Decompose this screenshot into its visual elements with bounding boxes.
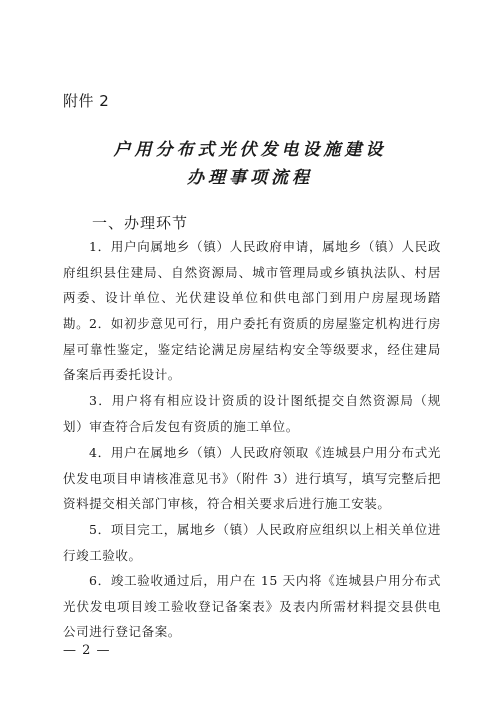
paragraph-2: 2．如初步意见可行，用户委托有资质的房屋鉴定机构进行房屋可靠性鉴定，鉴定结论满足房屋结构安全等级要求，经住建局备案后再委托设计。 [63, 316, 441, 382]
document-title-line-2: 办理事项流程 [187, 168, 313, 188]
paragraph-5: 5．项目完工，属地乡（镇）人民政府应组织以上相关单位进行竣工验收。 [63, 522, 441, 563]
attachment-label: 附件 2 [63, 92, 110, 110]
section-heading: 一、办理环节 [92, 214, 189, 232]
paragraph-1: 1．用户向属地乡（镇）人民政府申请，属地乡（镇）人民政府组织县住建局、自然资源局、城市管理局或乡镇执法队、村居两委、设计单位、光伏建设单位和供电部门到用户房屋现场踏勘。 [63, 239, 441, 331]
paragraph-4: 4．用户在属地乡（镇）人民政府领取《连城县户用分布式光伏发电项目申请核准意见书》（附件 3）进行填写，填写完整后把资料提交相关部门审核，符合相关要求后进行施工安装。 [63, 445, 441, 511]
paragraph-6: 6．竣工验收通过后，用户在 15 天内将《连城县户用分布式光伏发电项目竣工验收登记备案表》及表内所需材料提交县供电公司进行登记备案。 [63, 573, 441, 639]
page-number: — 2 — [63, 643, 111, 658]
paragraph-3: 3．用户将有相应设计资质的设计图纸提交自然资源局（规划）审查符合后发包有资质的施工单位。 [63, 393, 441, 434]
document-title-line-1: 户用分布式光伏发电设施建设 [113, 140, 387, 160]
